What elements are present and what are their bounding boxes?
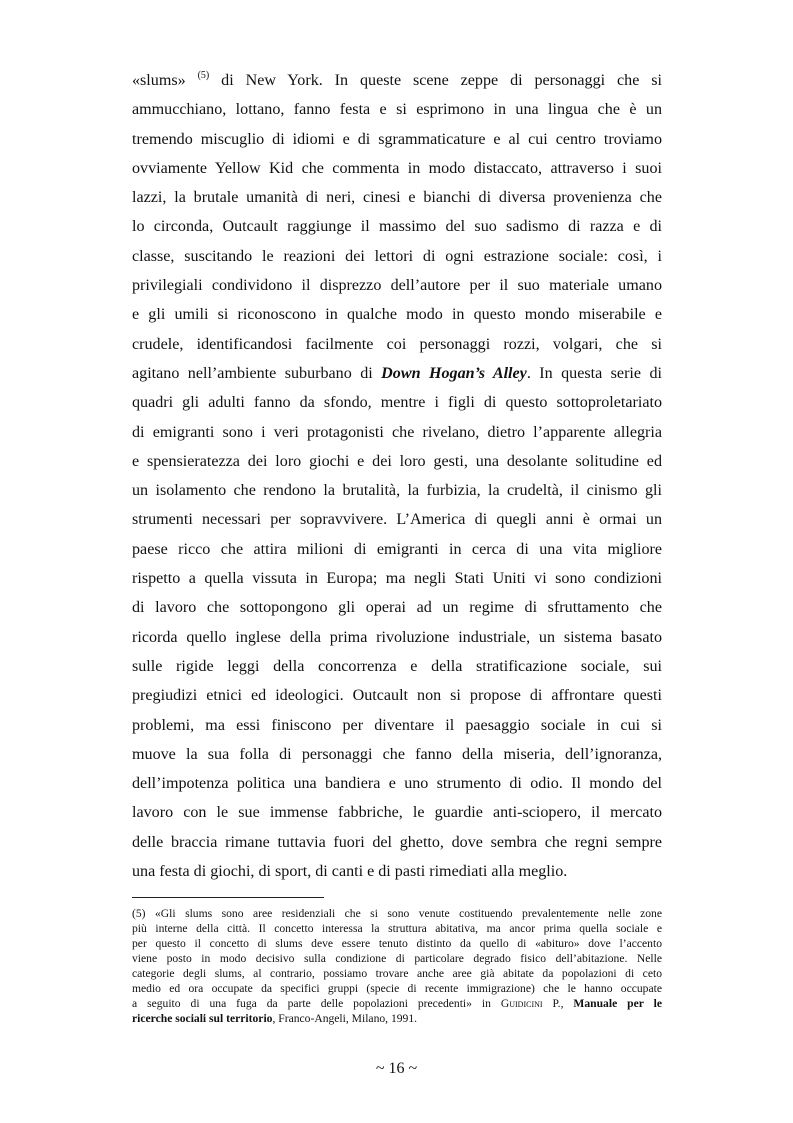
text-fragment: , Franco-Angeli, Milano, 1991. [272,1012,418,1025]
text-line: di lavoro che sottopongono gli operai ad un regime di sfruttamento che [132,599,662,617]
text-line: dell’impotenza politica una bandiera e uno strumento di odio. Il mondo del [132,775,662,793]
footnote-line: categorie degli slums, al contrario, possiamo trovare anche aree già abitate da popolazioni di ceto [132,967,662,980]
page-number: ~ 16 ~ [375,1060,418,1077]
footnote-reference[interactable]: (5) [197,70,210,81]
text-line: quadri gli adulti fanno da sfondo, mentre i figli di questo sottoproletariato [132,394,662,412]
citation-title: ricerche sociali sul territorio [132,1012,273,1025]
footnote-line: per questo il concetto di slums deve essere tenuto distinto da quello di «abituro» dove l’accento [132,937,662,950]
text-fragment: a seguito di una fuga da parte delle popolazioni precedenti» in [132,997,491,1010]
citation-title: Manuale per le [573,997,663,1010]
footnote-separator [132,897,324,898]
text-line: classe, suscitando le reazioni dei lettori di ogni estrazione sociale: così, i [132,247,662,265]
text-line: privilegiali condividono il disprezzo dell’autore per il suo materiale umano [132,277,662,295]
text-line: problemi, ma essi finiscono per diventare il paesaggio sociale in cui si [132,716,662,734]
text-line: di emigranti sono i veri protagonisti che rivelano, dietro l’apparente allegria [132,423,662,441]
text-line: e spensieratezza dei loro giochi e dei loro gesti, una desolante solitudine ed [132,452,662,470]
text-line: ovviamente Yellow Kid che commenta in modo distaccato, attraverso i suoi [132,159,662,177]
text-line: strumenti necessari per sopravvivere. L’America di quegli anni è ormai un [132,511,662,529]
footnote-line: (5) «Gli slums sono aree residenziali che si sono venute costituendo prevalentemente nelle zone [132,907,662,920]
text-line: una festa di giochi, di sport, di canti e di pasti rimediati alla meglio. [132,863,568,881]
slums-word: «slums» [132,72,186,89]
text-line [132,359,662,388]
body-text [132,66,662,886]
text-fragment: di New York. In queste scene zeppe di personaggi che si [221,72,662,89]
text-line: e gli umili si riconoscono in qualche modo in questo mondo miserabile e [132,306,662,324]
text-line: rispetto a quella vissuta in Europa; ma negli Stati Uniti vi sono condizioni [132,570,662,588]
footnote-line: medio ed ora occupate da specifici gruppi (specie di recente immigrazione) che le hanno occupate [132,982,662,995]
text-line: ricorda quello inglese della prima rivoluzione industriale, un sistema basato [132,628,662,646]
text-fragment: . In questa serie di [526,364,662,382]
footnote-line [132,1011,662,1026]
text-line: ammucchiano, lottano, fanno festa e si esprimono in una lingua che è un [132,101,662,119]
text-line: lazzi, la brutale umanità di neri, cinesi e bianchi di diversa provenienza che [132,189,662,207]
text-line: lavoro con le sue immense fabbriche, le guardie anti-sciopero, il mercato [132,804,662,822]
footnote-line [132,996,662,1011]
text-line: pregiudizi etnici ed ideologici. Outcault non si propose di affrontare questi [132,687,662,705]
text-line: muove la sua folla di personaggi che fanno della miseria, dell’ignoranza, [132,745,662,763]
text-line: tremendo miscuglio di idiomi e di sgrammaticature e al cui centro troviamo [132,130,662,148]
text-line: un isolamento che rendono la brutalità, la furbizia, la crudeltà, il cinismo gli [132,482,662,500]
text-fragment: , [560,997,564,1010]
footnote-line: più interne della città. Il concetto interessa la struttura abitativa, ma ancor prima quella sociale e [132,922,662,935]
text-line: crudele, identificandosi facilmente coi personaggi rozzi, volgari, che si [132,335,662,353]
text-line: lo circonda, Outcault raggiunge il massimo del suo sadismo di razza e di [132,218,662,236]
text-line: delle braccia rimane tuttavia fuori del ghetto, dove sembra che regni sempre [132,833,662,851]
footnote-line: viene posto in modo decisivo sulla condizione di particolare degrado fisico dell’abitazione. Nelle [132,952,662,965]
footnote [132,906,662,1026]
text-line [132,66,662,95]
text-fragment: agitano nell’ambiente suburbano di [132,364,373,382]
text-line: sulle rigide leggi della concorrenza e della stratificazione sociale, sui [132,657,662,675]
citation-author: Guidicini P. [500,997,561,1010]
work-title: Down Hogan’s Alley [381,364,527,382]
text-line: paese ricco che attira milioni di emigranti in cerca di una vita migliore [132,540,662,558]
